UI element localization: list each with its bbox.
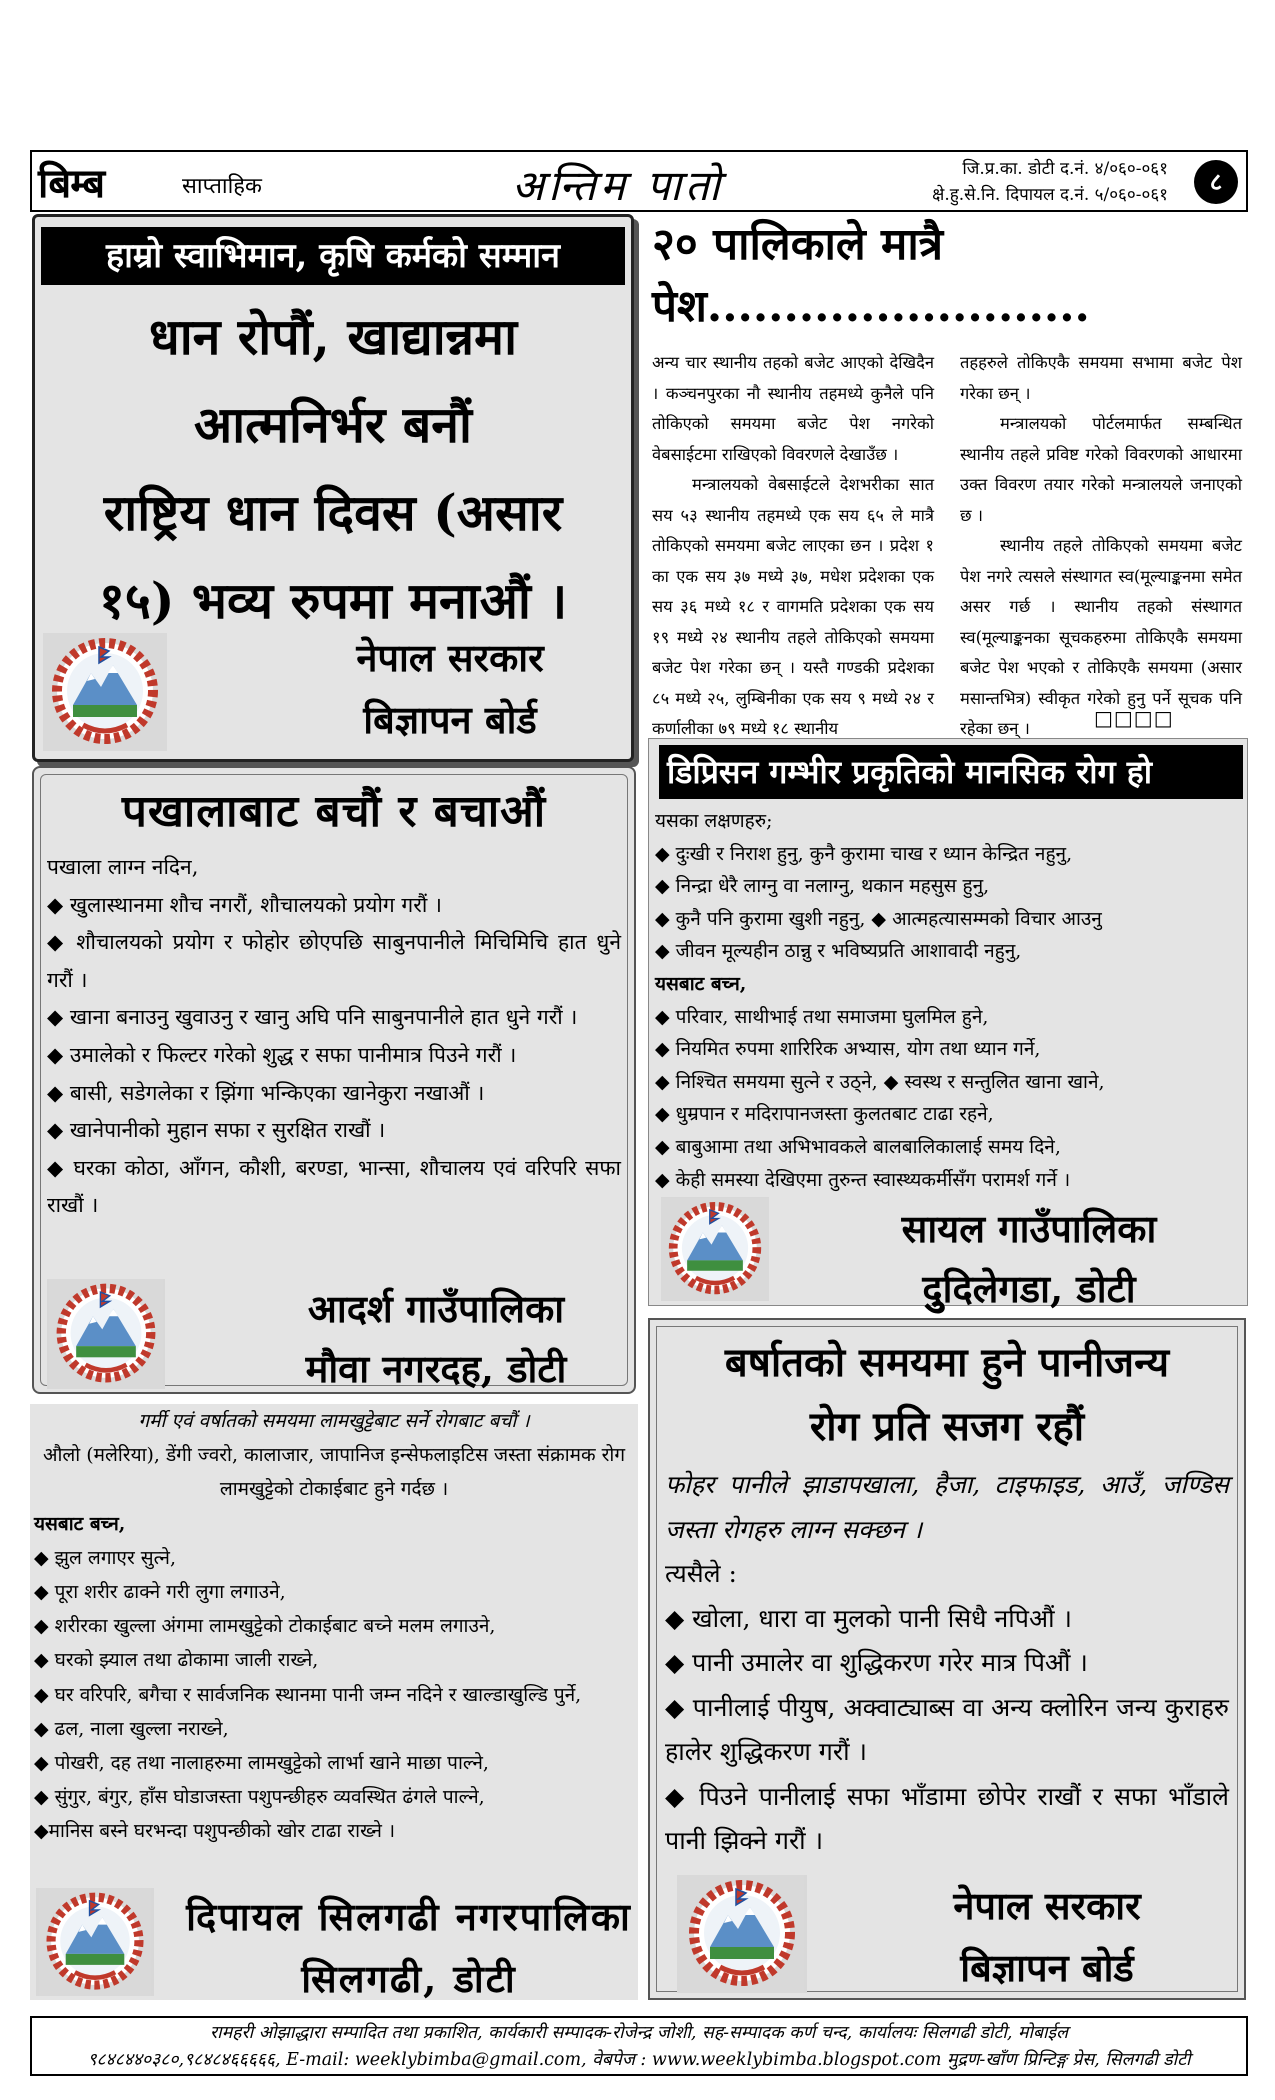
nepal-government-emblem-icon	[47, 1279, 165, 1389]
list-item: ◆ खोला, धारा वा मुलको पानी सिधै नपिऔं ।	[665, 1603, 1072, 1633]
list-item: ◆ पिउने पानीलाई सफा भाँडामा छोपेर राखौं र सफा भाँडाले पानी झिक्ने गरौं ।	[665, 1781, 1229, 1855]
article-paragraph: अन्य चार स्थानीय तहको बजेट आएको देखिदैन । कञ्चनपुरका नौ स्थानीय तहमध्ये कुनैले पनि तोकिएको समयमा बजेट पेश नगरेको वेबसाईटमा राखिएको विवरणले देखाउँछ ।	[652, 353, 934, 464]
list-item: ◆ घर वरिपरि, बगैचा र सार्वजनिक स्थानमा पानी जम्न नदिने र खाल्डाखुल्डि पुर्ने,	[34, 1683, 582, 1706]
paddy-ad-line-3: राष्ट्रिय धान दिवस (असार	[103, 483, 563, 542]
list-item: ◆ शौचालयको प्रयोग र फोहोर छोएपछि साबुनपानीले मिचिमिचि हात धुने गरौं ।	[47, 930, 621, 992]
paddy-ad-line-2: आत्मनिर्भर बनौं	[193, 395, 472, 454]
mosquito-ad-heading: गर्मी एवं वर्षातको समयमा लामखुट्टेबाट सर्ने रोगबाट बचौं ।	[138, 1410, 530, 1432]
article-paragraph: स्थानीय तहले तोकिएको समयमा बजेट पेश नगरे त्यसले संस्थागत स्व(मूल्याङ्कनमा समेत असर गर्छ । स्थानीय तहको संस्थागत स्व(मूल्याङ्कनका सूचकहरुमा तोकिएकै समयमा बजेट पेश भएको र तोकिएकै समयमा (असार मसान्तभित्र) स्वीकृत गरेको हुनु पर्ने सूचक पनि रहेका छन् ।	[960, 536, 1242, 738]
sponsor-line-2: सिलगढी, डोटी	[301, 1956, 517, 2001]
article-headline: २० पालिकाले मात्रै पेश.........................	[652, 219, 1090, 332]
paddy-ad-sponsor	[285, 627, 615, 751]
list-item: ◆मानिस बस्ने घरभन्दा पशुपन्छीको खोर टाढा राख्ने ।	[34, 1820, 396, 1843]
diarrhea-ad-frame	[40, 774, 628, 1391]
article-paragraph: मन्त्रालयको पोर्टलमार्फत सम्बन्धित स्थानीय तहले प्रविष्ट गरेको विवरणको आधारमा उक्त विवरण तयार गरेको मन्त्रालयले जनाएको छ ।	[960, 414, 1242, 525]
article-paragraph: मन्त्रालयको वेबसाईटले देशभरीका सात सय ५३ स्थानीय तहमध्ये एक सय ६५ ले मात्रै तोकिएको समयमा बजेट लाएका छन । प्रदेश १ का एक सय ३७ मध्ये ३७, मधेश प्रदेशका एक सय ३६ मध्ये १८ र वागमति प्रदेशका एक सय १९ मध्ये २४ स्थानीय तहले तोकिएको समयमा बजेट पेश गरेका छन् । यस्तै गण्डकी प्रदेशका ८५ मध्ये २५, लुम्बिनीका एक सय ९ मध्ये २४ र कर्णालीका ७९ मध्ये १८ स्थानीय	[652, 475, 934, 738]
list-item: ◆ पानी उमालेर वा शुद्धिकरण गरेर मात्र पिऔं ।	[665, 1648, 1088, 1677]
prevent-heading: यसबाट बच्न,	[34, 1512, 126, 1535]
registration-info	[932, 156, 1168, 208]
article-paragraph: तहहरुले तोकिएकै समयमा सभामा बजेट पेश गरेका छन् ।	[960, 353, 1242, 403]
diarrhea-ad	[32, 766, 636, 1394]
list-item: ◆ खानेपानीको मुहान सफा र सुरक्षित राखौं ।	[47, 1118, 386, 1143]
paddy-ad-line-1: धान रोपौं, खाद्यान्नमा	[148, 307, 518, 366]
sponsor-line-1: नेपाल सरकार	[356, 635, 544, 680]
mosquito-ad-intro: औलो (मलेरिया), डेंगी ज्वरो, कालाजार, जापानिज इन्सेफलाइटिस जस्ता संक्रामक रोग लामखुट्टेको टोकाईबाट हुने गर्दछ ।	[42, 1444, 626, 1501]
nepal-government-emblem-icon	[36, 1888, 154, 1996]
intro-text: पखाला लाग्न नदिन,	[47, 855, 199, 879]
mosquito-ad-text	[30, 1404, 638, 1849]
sponsor-line-1: आदर्श गाउँपालिका	[307, 1286, 565, 1331]
footer-line-1: रामहरी ओझाद्धारा सम्पादित तथा प्रकाशित, कार्यकारी सम्पादक-रोजेन्द्र जोशी, सह-सम्पादक कर्ण चन्द, कार्यालयः सिलगढी डोटी, मोबाईल	[210, 2023, 1068, 2043]
depression-ad-sponsor	[809, 1199, 1249, 1319]
article-column-1	[652, 348, 934, 745]
article-columns	[648, 338, 1246, 745]
depression-ad-list	[649, 799, 1247, 1196]
page-title: अन्तिम पातो	[512, 161, 724, 210]
rainy-ad-intro: फोहर पानीले झाडापखाला, हैजा, टाइफाइड, आउँ, जण्डिस जस्ता रोगहरु लाग्न सक्छन ।	[665, 1470, 1229, 1544]
paddy-ad-banner: हाम्रो स्वाभिमान, कृषि कर्मको सम्मान	[41, 227, 625, 285]
list-item: ◆ दुःखी र निराश हुनु, कुनै कुरामा चाख र ध्यान केन्द्रित नहुनु,	[655, 842, 1073, 865]
publication-footer	[30, 2016, 1248, 2076]
sponsor-line-2: बिज्ञापन बोर्ड	[960, 1945, 1134, 1990]
list-item: ◆ नियमित रुपमा शारिरिक अभ्यास, योग तथा ध्यान गर्ने,	[655, 1038, 1041, 1061]
paddy-ad-message	[35, 285, 631, 645]
list-item: ◆ सुंगुर, बंगुर, हाँस घोडाजस्ता पशुपन्छीहरु व्यवस्थित ढंगले पाल्ने,	[34, 1786, 485, 1809]
rainy-ad-title-line-2: रोग प्रति सजग रहौं	[809, 1403, 1085, 1450]
depression-ad	[648, 738, 1248, 1311]
rainy-season-ad	[648, 1318, 1246, 2000]
list-item: ◆ पोखरी, दह तथा नालाहरुमा लामखुट्टेको लार्भा खाने माछा पाल्ने,	[34, 1752, 489, 1775]
registration-line-1: जि.प्र.का. डोटी द.नं. ४/०६०-०६१	[962, 159, 1168, 179]
rainy-ad-list	[657, 1459, 1237, 1864]
nepal-government-emblem-icon	[677, 1875, 807, 1993]
list-item: ◆ धुम्रपान र मदिरापानजस्ता कुलतबाट टाढा रहने,	[655, 1103, 994, 1126]
sponsor-line-1: नेपाल सरकार	[953, 1883, 1141, 1928]
rainy-ad-therefore: त्यसैले :	[665, 1559, 737, 1588]
diarrhea-ad-list	[41, 849, 627, 1225]
budget-news-article	[648, 214, 1246, 736]
footer-line-2: ९८४८४४०३८०,९८४८४६६६६६, E-mail: weeklybimba@gmail.com, वेबपेज : www.weeklybimba.blogspot.com मुद्रण-खाँण प्रिन्टिङ्ग प्रेस, सिलगढी डोटी	[87, 2050, 1191, 2070]
paddy-ad-line-4: १५) भव्य रुपमा मनाऔं ।	[98, 571, 568, 630]
registration-line-2: क्षे.हु.से.नि. दिपायल द.नं. ५/०६०-०६१	[932, 185, 1168, 205]
list-item: ◆ पानीलाई पीयुष, अक्वाट्याब्स वा अन्य क्लोरिन जन्य कुराहरु हालेर शुद्धिकरण गरौं ।	[665, 1692, 1229, 1766]
list-item: ◆ घरका कोठा, आँगन, कौशी, बरण्डा, भान्सा, शौचालय एवं वरिपरि सफा राखौं ।	[47, 1155, 621, 1218]
prevent-heading: यसबाट बच्न,	[655, 972, 747, 995]
mosquito-ad-sponsor	[180, 1886, 638, 2010]
list-item: ◆ निश्चित समयमा सुत्ने र उठ्ने, ◆ स्वस्थ र सन्तुलित खाना खाने,	[655, 1070, 1105, 1093]
rainy-ad-title-line-1: बर्षातको समयमा हुने पानीजन्य	[724, 1339, 1170, 1386]
symptoms-heading: यसका लक्षणहरु;	[655, 810, 773, 832]
list-item: ◆ झुल लगाएर सुत्ने,	[34, 1546, 177, 1569]
list-item: ◆ शरीरका खुल्ला अंगमा लामखुट्टेको टोकाईबाट बच्ने मलम लगाउने,	[34, 1615, 496, 1638]
list-item: ◆ घरको झ्याल तथा ढोकामा जाली राख्ने,	[34, 1649, 319, 1672]
list-item: ◆ उमालेको र फिल्टर गरेको शुद्ध र सफा पानीमात्र पिउने गरौं ।	[47, 1042, 517, 1067]
nepal-government-emblem-icon	[43, 633, 167, 751]
nepal-government-emblem-icon	[661, 1197, 769, 1301]
diarrhea-ad-title: पखालाबाट बचौं र बचाऔं	[121, 786, 547, 837]
diarrhea-ad-sponsor	[241, 1279, 631, 1399]
list-item: ◆ खुलास्थानमा शौच नगरौं, शौचालयको प्रयोग गरौं ।	[47, 892, 442, 917]
masthead	[30, 150, 1248, 212]
rainy-ad-frame	[656, 1326, 1238, 1992]
list-item: ◆ जीवन मूल्यहीन ठान्नु र भविष्यप्रति आशावादी नहुनु,	[655, 940, 1022, 963]
list-item: ◆ बाबुआमा तथा अभिभावकले बालबालिकालाई समय दिने,	[655, 1135, 1061, 1158]
sponsor-line-2: बिज्ञापन बोर्ड	[363, 697, 537, 742]
mosquito-ad	[30, 1404, 638, 2000]
list-item: ◆ पूरा शरीर ढाक्ने गरी लुगा लगाउने,	[34, 1581, 286, 1604]
list-item: ◆ परिवार, साथीभाई तथा समाजमा घुलमिल हुने,	[655, 1005, 989, 1028]
sponsor-line-2: मौवा नगरदह, डोटी	[305, 1346, 567, 1391]
sponsor-line-2: दुुदिलेगडा, डोटी	[922, 1266, 1136, 1311]
paddy-day-ad	[32, 214, 634, 762]
article-end-symbol: □□□□	[1094, 706, 1174, 730]
depression-ad-banner: डिप्रिसन गम्भीर प्रकृतिको मानसिक रोग हो	[659, 745, 1243, 799]
rainy-ad-title	[657, 1327, 1237, 1459]
rainy-ad-sponsor	[857, 1875, 1237, 1999]
list-item: ◆ केही समस्या देखिएमा तुरुन्त स्वास्थ्यकर्मीसँग परामर्श गर्ने ।	[655, 1168, 1071, 1191]
list-item: ◆ ढल, नाला खुल्ला नराख्ने,	[34, 1717, 229, 1740]
list-item: ◆ बासी, सडेगलेका र झिंगा भन्किएका खानेकुरा नखाऔं ।	[47, 1080, 485, 1105]
sponsor-line-1: सायल गाउँपालिका	[901, 1206, 1157, 1251]
weekly-label: साप्ताहिक	[182, 174, 262, 199]
list-item: ◆ कुनै पनि कुरामा खुशी नहुनु, ◆ आत्महत्यासम्मको विचार आउनु	[655, 907, 1102, 930]
newspaper-brand: बिम्ब	[38, 160, 105, 207]
page-number-badge: ८	[1194, 160, 1238, 204]
sponsor-line-1: दिपायल सिलगढी नगरपालिका	[186, 1894, 632, 1939]
article-column-2	[960, 348, 1242, 745]
list-item: ◆ निन्द्रा धेरै लाग्नु वा नलाग्नु, थकान महसुस हुनु,	[655, 875, 990, 898]
list-item: ◆ खाना बनाउनु खुवाउनु र खानु अघि पनि साबुनपानीले हात धुने गरौं ।	[47, 1005, 578, 1030]
